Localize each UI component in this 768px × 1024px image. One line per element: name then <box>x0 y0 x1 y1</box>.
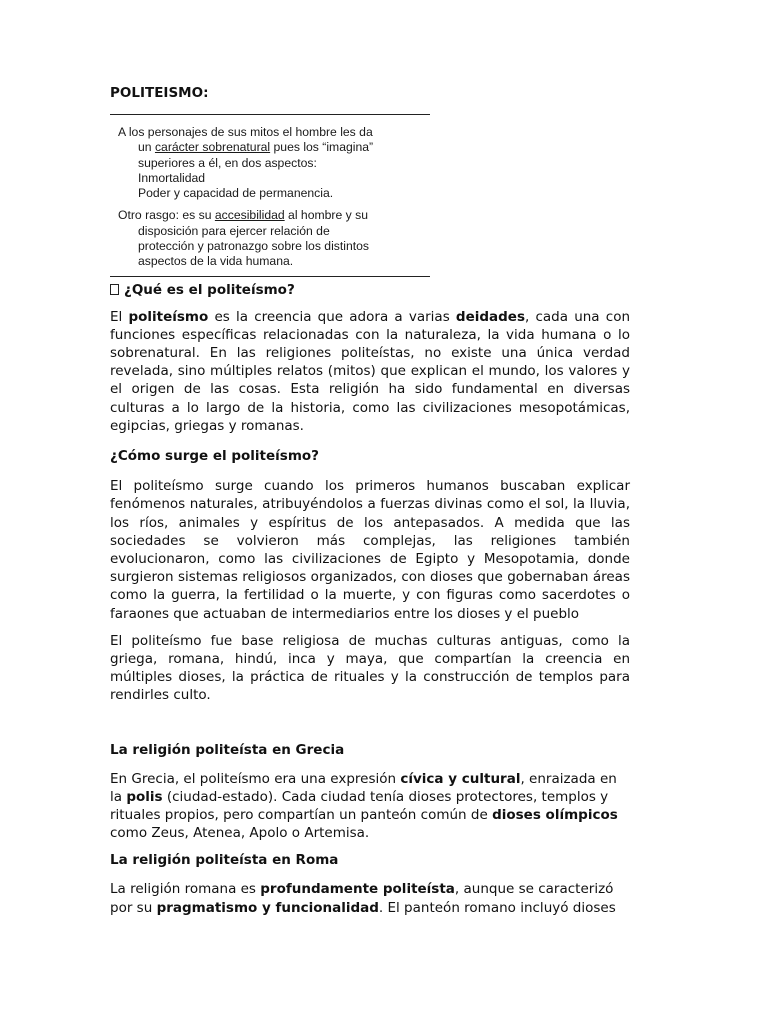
text-run: como Zeus, Atenea, Apolo o Artemisa. <box>110 825 370 842</box>
text-run: es la creencia que adora a varias <box>208 308 456 325</box>
text-run: El <box>110 308 129 325</box>
text-run: , aunque se caracterizó por su <box>110 881 614 916</box>
scan-line: protección y patronazgo sobre los distintos <box>138 239 370 254</box>
scan-gap <box>118 201 430 208</box>
heading-text: ¿Qué es el politeísmo? <box>124 281 295 298</box>
document-title: POLITEISMO: <box>110 85 209 101</box>
scan-line: aspectos de la vida humana. <box>138 254 294 269</box>
scan-line: A los personajes de sus mitos el hombre les da <box>118 125 373 139</box>
scan-line: Otro rasgo: es su accesibilidad al hombre y su <box>118 208 368 223</box>
text-run: En Grecia, el politeísmo era una expresión <box>110 770 401 787</box>
paragraph-grecia <box>110 770 630 843</box>
section-heading-como-surge: ¿Cómo surge el politeísmo? <box>110 448 319 465</box>
document-page <box>110 84 630 917</box>
bold-term: deidades <box>455 308 525 325</box>
paragraph-origen: El politeísmo surge cuando los primeros humanos buscaban explicar fenómenos naturales, atribuyéndolos a fuerzas divinas como el sol, la lluvia, los ríos, animales y espíritus de los antepasados. A medida que las sociedades se volvieron más complejas, las religiones también evolucionaron, como las civilizaciones de Egipto y Mesopotamia, donde surgieron sistemas religiosos organizados, con dioses que gobernaban áreas como la guerra, la fertilidad o la muerte, y con figuras como sacerdotes o faraones que actuaban de intermediarios entre los dioses y el pueblo <box>110 478 630 622</box>
scan-line: disposición para ejercer relación de <box>138 223 330 238</box>
scan-line: Inmortalidad <box>138 170 206 185</box>
bold-term: cívica y cultural <box>400 770 521 787</box>
paragraph-culturas: El politeísmo fue base religiosa de muchas culturas antiguas, como la griega, romana, hindú, inca y maya, que compartían la creencia en múltiples dioses, la práctica de rituales y la construcción de templos para rendirles culto. <box>110 632 630 704</box>
bold-term: pragmatismo y funcionalidad <box>156 899 379 916</box>
missing-glyph-icon <box>110 284 119 295</box>
paragraph-definicion <box>110 308 630 435</box>
underlined-term: carácter sobrenatural <box>154 140 271 155</box>
scan-line: Poder y capacidad de permanencia. <box>138 186 334 201</box>
bold-term: politeísmo <box>128 308 209 325</box>
scan-line: un carácter sobrenatural pues los “imagina” <box>138 140 374 155</box>
section-heading-roma: La religión politeísta en Roma <box>110 852 339 869</box>
scan-line: superiores a él, en dos aspectos: <box>138 155 317 170</box>
bold-term: profundamente politeísta <box>260 881 455 898</box>
paragraph-roma <box>110 880 630 916</box>
text-run: (ciudad-estado). Cada ciudad tenía dioses protectores, templos y rituales propios, pero compartían un panteón común de <box>110 788 609 823</box>
underlined-term: accesibilidad <box>214 208 285 223</box>
text-run: , enraizada en la <box>110 770 617 805</box>
text-run: . El panteón romano incluyó dioses <box>378 899 616 916</box>
bold-term: polis <box>126 788 163 805</box>
section-heading-que-es <box>110 281 630 299</box>
scanned-excerpt-image <box>110 114 430 277</box>
text-run: , cada una con funciones específicas relacionadas con la naturaleza, la vida humana o lo sobrenatural. En las religiones politeístas, no existe una única verdad revelada, sino múltiples relatos (mitos) que explican el mundo, los valores y el origen de las cosas. Esta religión ha sido fundamental en diversas culturas a lo largo de la historia, como las civilizaciones mesopotámicas, egipcias, griegas y romanas. <box>110 308 631 434</box>
section-heading-grecia: La religión politeísta en Grecia <box>110 741 345 758</box>
bold-term: dioses olímpicos <box>492 806 618 823</box>
text-run: La religión romana es <box>110 881 261 898</box>
